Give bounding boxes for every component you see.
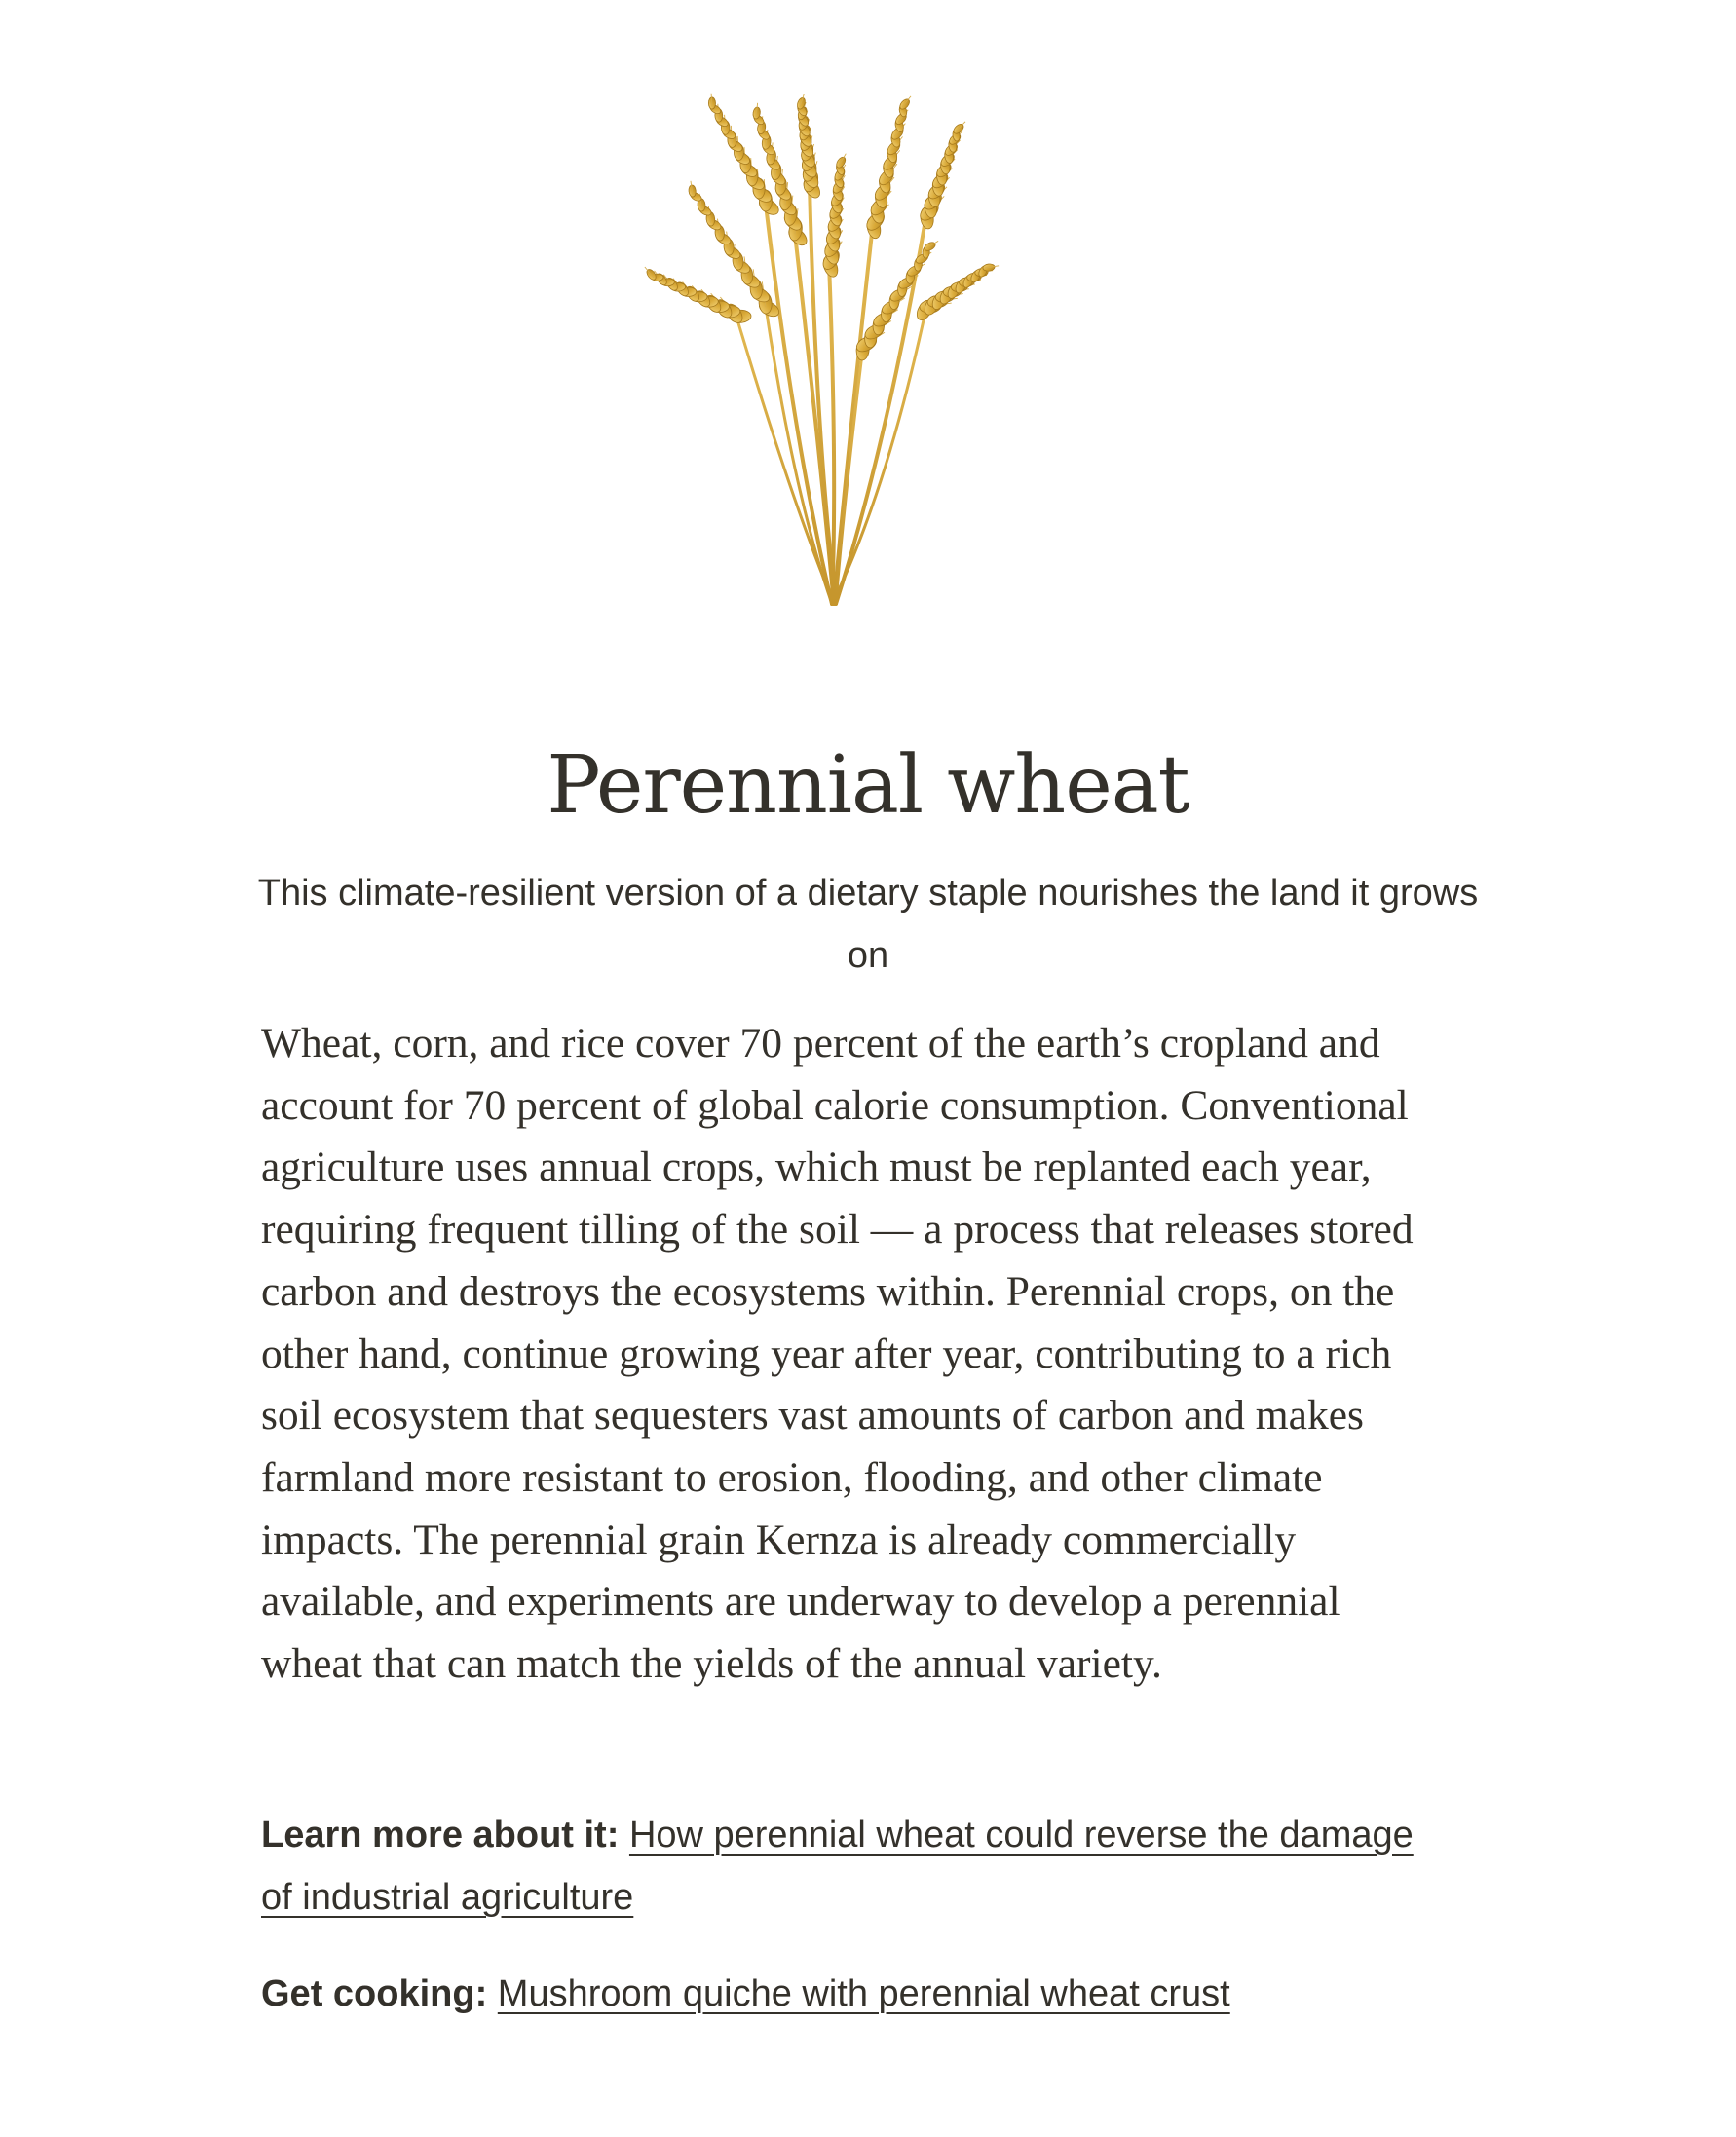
get-cooking-link[interactable]: Mushroom quiche with perennial wheat crust [497,1973,1230,2014]
page-title: Perennial wheat [547,739,1189,832]
subtitle: This climate-resilient version of a dietary staple nourishes the land it grows on [257,873,1479,976]
learn-more-line [261,1804,1440,1929]
learn-more-label: Learn more about it: [261,1815,620,1856]
learn-more-link[interactable]: How perennial wheat could reverse the damage of industrial agriculture [261,1815,1414,1918]
body-text: Wheat, corn, and rice cover 70 percent of the earth’s cropland and account for 70 percent of global calorie consumption. Conventional agriculture uses annual crops, which must be replanted each year, requiring frequent tilling of the soil — a process that releases stored carbon and destroys the ecosystems within. Perennial crops, on the other hand, continue growing year after year, contributing to a rich soil ecosystem that sequesters vast amounts of carbon and makes farmland more resistant to erosion, flooding, and other climate impacts. The perennial grain Kernza is already commercially available, and experiments are underway to develop a perennial wheat that can match the yields of the annual variety. [261,1020,1414,1688]
wheat-bundle-icon [644,78,1034,623]
get-cooking-line [261,1963,1440,2025]
get-cooking-label: Get cooking: [261,1973,488,2014]
